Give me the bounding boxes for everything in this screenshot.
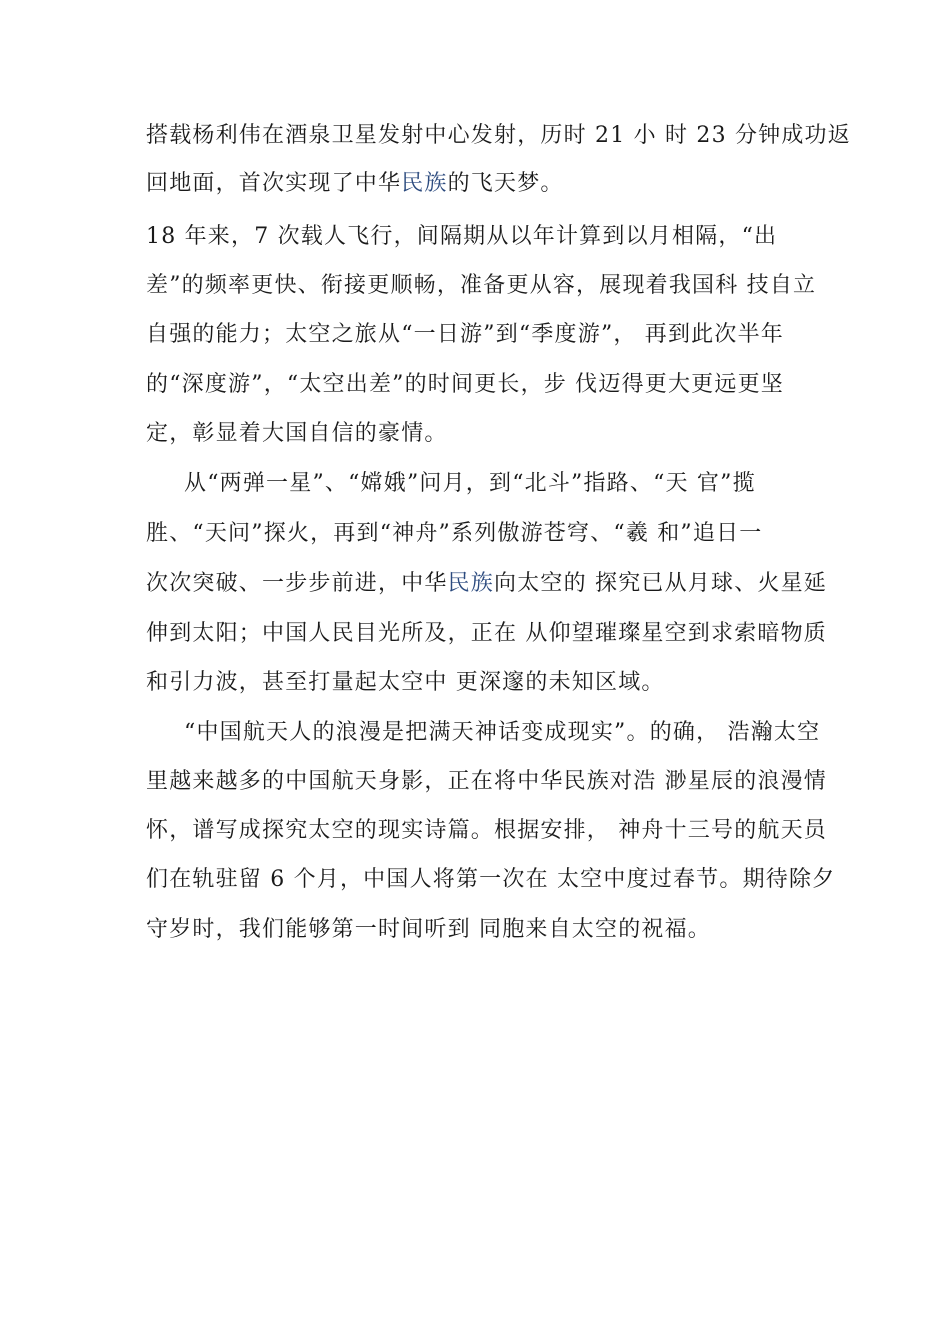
text-line-16: 们在轨驻留 6 个月，中国人将第一次在 太空中度过春节。期待除夕 — [146, 867, 836, 892]
text-line-17: 守岁时，我们能够第一时间听到 同胞来自太空的祝福。 — [146, 917, 711, 942]
text-segment: 的飞天梦。 — [447, 171, 564, 196]
text-line-12: 和引力波，甚至打量起太空中 更深邃的未知区域。 — [146, 670, 665, 695]
text-line-5: 自强的能力；太空之旅从“一日游”到“季度游”， 再到此次半年 — [146, 322, 784, 347]
text-segment: 次次突破、一步步前进，中华 — [146, 571, 448, 596]
text-line-9: 胜、“天问”探火，再到“神舟”系列傲游苍穹、“羲 和”追日一 — [146, 521, 763, 546]
text-line-3: 18 年来，7 次载人飞行，间隔期从以年计算到以月相隔，“出 — [146, 224, 778, 249]
text-line-1: 搭载杨利伟在酒泉卫星发射中心发射，历时 21 小 时 23 分钟成功返 — [146, 123, 851, 148]
text-line-7: 定，彰显着大国自信的豪情。 — [146, 421, 448, 446]
text-line-8: 从“两弹一星”、“嫦娥”问月，到“北斗”指路、“天 官”揽 — [184, 471, 756, 496]
highlighted-term: 民族 — [401, 171, 448, 196]
text-line-10 — [146, 569, 828, 599]
text-line-11: 伸到太阳；中国人民目光所及，正在 从仰望璀璨星空到求索暗物质 — [146, 621, 827, 646]
text-line-4: 差”的频率更快、衔接更顺畅，准备更从容，展现着我国科 技自立 — [146, 273, 817, 298]
text-segment: 向太空的 探究已从月球、火星延 — [494, 571, 828, 596]
text-line-13: “中国航天人的浪漫是把满天神话变成现实”。的确， 浩瀚太空 — [184, 720, 821, 745]
text-line-14: 里越来越多的中国航天身影，正在将中华民族对浩 渺星辰的浪漫情 — [146, 769, 827, 794]
text-line-2 — [146, 169, 822, 199]
text-line-6: 的“深度游”，“太空出差”的时间更长，步 伐迈得更大更远更坚 — [146, 372, 784, 397]
highlighted-term: 民族 — [447, 571, 495, 596]
text-segment: 回地面，首次实现了中华 — [146, 171, 402, 196]
text-line-15: 怀，谱写成探究太空的现实诗篇。根据安排， 神舟十三号的航天员 — [146, 818, 827, 843]
